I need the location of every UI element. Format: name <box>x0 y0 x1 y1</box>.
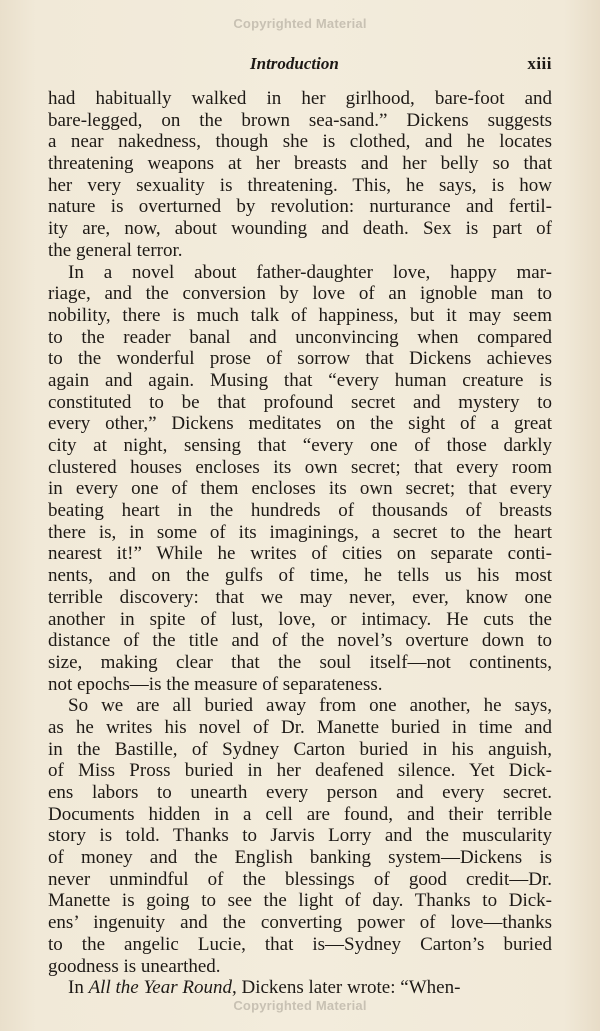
text-line: bare-legged, on the brown sea-sand.” Dickens suggests <box>48 109 552 131</box>
text-line: again and again. Musing that “every human creature is <box>48 369 552 391</box>
text-line: beating heart in the hundreds of thousands of breasts <box>48 500 552 522</box>
text-line: So we are all buried away from one another, he says, <box>68 695 552 717</box>
text-line-last <box>48 977 552 999</box>
text-line: of money and the English banking system—Dickens is <box>48 847 552 869</box>
text-line: clustered houses encloses its own secret; that every room <box>48 456 552 478</box>
text-line: nobility, there is much talk of happiness, but it may seem <box>48 304 552 326</box>
text-line: to the angelic Lucie, that is—Sydney Carton’s buried <box>48 933 552 955</box>
text-line: in every one of them encloses its own secret; that every <box>48 478 552 500</box>
text-line: ity are, now, about wounding and death. Sex is part of <box>48 218 552 240</box>
watermark-top: Copyrighted Material <box>233 16 367 31</box>
text-line: there is, in some of its imaginings, a secret to the heart <box>48 521 552 543</box>
text-line: nents, and on the gulfs of time, he tells us his most <box>48 565 552 587</box>
page-number: xiii <box>527 54 552 73</box>
text-line: to the reader banal and unconvincing when compared <box>48 326 552 348</box>
text-line: had habitually walked in her girlhood, bare-foot and <box>48 88 552 109</box>
periodical-title: All the Year Round <box>88 977 232 999</box>
text-line: of Miss Pross buried in her deafened silence. Yet Dick- <box>48 760 552 782</box>
watermark-bottom: Copyrighted Material <box>233 998 367 1013</box>
body-text <box>48 88 552 999</box>
chapter-title: Introduction <box>250 54 339 73</box>
text-line: Manette is going to see the light of day. Thanks to Dick- <box>48 890 552 912</box>
text-line: never unmindful of the blessings of good credit—Dr. <box>48 868 552 890</box>
text-fragment: In <box>68 977 89 999</box>
text-line: terrible discovery: that we may never, ever, know one <box>48 586 552 608</box>
text-line: Documents hidden in a cell are found, and their terrible <box>48 803 552 825</box>
text-line: city at night, sensing that “every one of those darkly <box>48 435 552 456</box>
text-line: another in spite of lust, love, or intimacy. He cuts the <box>48 608 552 630</box>
text-fragment: , Dickens later wrote: “When- <box>231 977 461 999</box>
text-line: not epochs—is the measure of separateness. <box>48 673 383 695</box>
text-line: nature is overturned by revolution: nurturance and fertil- <box>48 196 552 218</box>
text-line: nearest it!” While he writes of cities on separate conti- <box>48 543 552 565</box>
text-line: every other,” Dickens meditates on the sight of a great <box>48 413 552 435</box>
text-line: goodness is unearthed. <box>48 955 221 977</box>
text-line: constituted to be that profound secret and mystery to <box>48 391 552 413</box>
text-line: threatening weapons at her breasts and her belly so that <box>48 153 552 175</box>
text-line: ens labors to unearth every person and every secret. <box>48 782 552 803</box>
text-line: riage, and the conversion by love of an ignoble man to <box>48 283 552 305</box>
text-line: the general terror. <box>48 239 183 261</box>
running-head <box>48 54 552 76</box>
text-line: ens’ ingenuity and the converting power of love—thanks <box>48 912 552 934</box>
text-line: story is told. Thanks to Jarvis Lorry and the muscularity <box>48 825 552 847</box>
text-line: in the Bastille, of Sydney Carton buried in his anguish, <box>48 738 552 760</box>
text-line: size, making clear that the soul itself—not continents, <box>48 651 552 673</box>
text-line: distance of the title and of the novel’s overture down to <box>48 630 552 652</box>
text-line: a near nakedness, though she is clothed, and he locates <box>48 131 552 153</box>
text-line: to the wonderful prose of sorrow that Dickens achieves <box>48 348 552 370</box>
text-line: In a novel about father-daughter love, happy mar- <box>68 261 552 283</box>
text-line: her very sexuality is threatening. This, he says, is how <box>48 174 552 196</box>
text-line: as he writes his novel of Dr. Manette buried in time and <box>48 716 552 738</box>
